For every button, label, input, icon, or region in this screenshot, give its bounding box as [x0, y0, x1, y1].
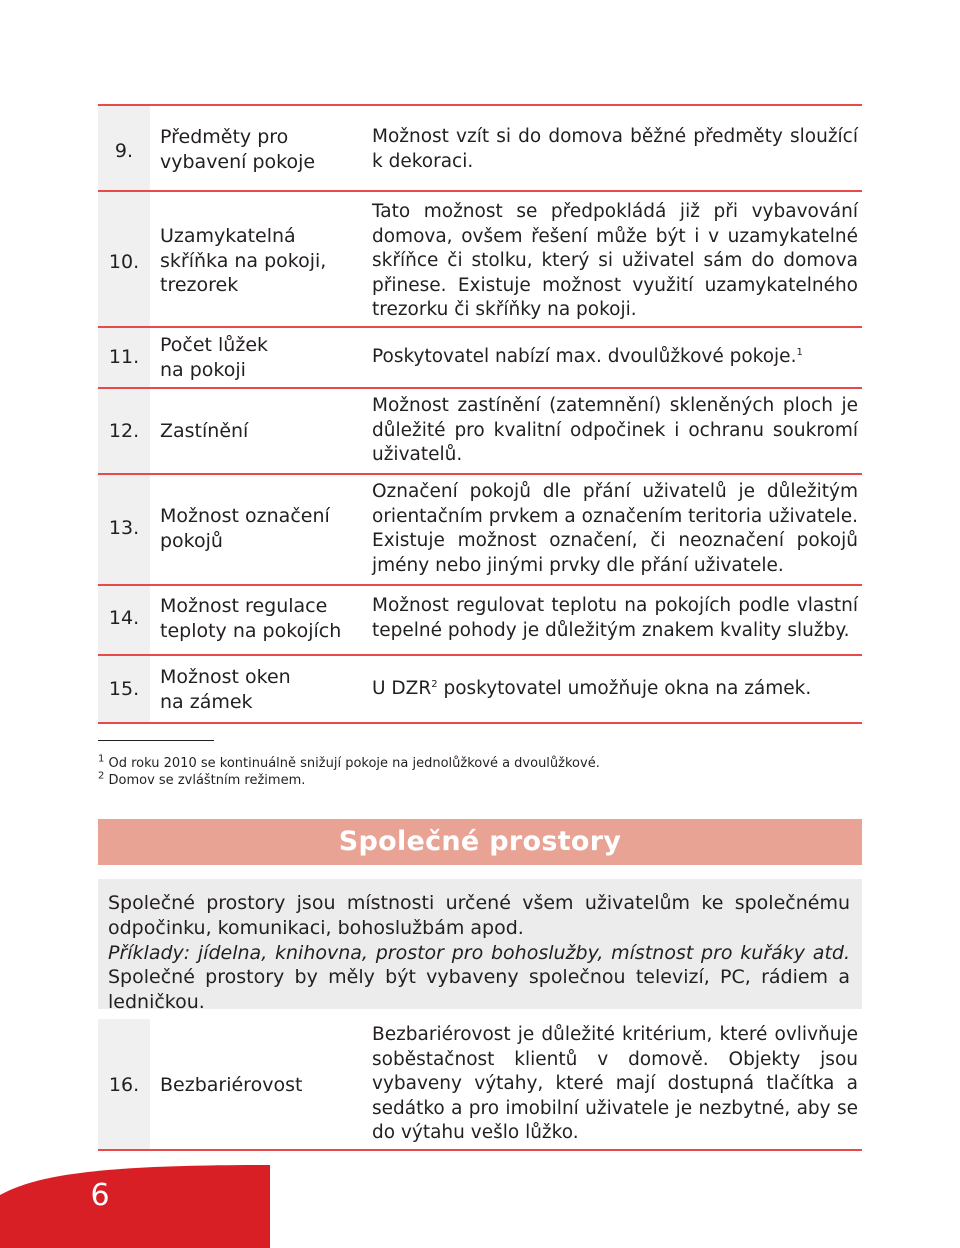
row-description-text: U DZR [372, 678, 432, 699]
row-name: Počet lůžek na pokoji [160, 334, 269, 381]
row-description: Možnost zastínění (zatemnění) skleněných ploch je důležité pro kvalitní odpočinek i ochranu soukromí uživatelů. [372, 395, 858, 466]
section-info-text [108, 891, 850, 1015]
row-number: 12. [108, 420, 140, 442]
row-description: Tato možnost se předpokládá již při vybavování domova, ovšem řešení může být i v uzamykatelné skříňce či stolku, který si uživatel sám do domova přinese. Existuje možnost využití uzamykatelného trezorku či skříňky na pokoji. [372, 201, 858, 321]
table-rule [98, 654, 862, 656]
row-number: 11. [108, 346, 140, 368]
table-rule [98, 722, 862, 724]
section-examples: Příklady: jídelna, knihovna, prostor pro bohoslužby, místnost pro kuřáky atd. [108, 941, 850, 964]
row-name: Možnost označení pokojů [160, 505, 330, 552]
row-description [372, 677, 858, 702]
row-description [372, 345, 858, 370]
table-rule [98, 104, 862, 106]
row-name: Zastínění [160, 420, 249, 442]
section-intro: Společné prostory jsou místnosti určené všem uživatelům ke společnému odpočinku, komunikaci, bohoslužbám apod. [108, 892, 850, 939]
table-rule [98, 1149, 862, 1151]
footnote-text: Domov se zvláštním režimem. [104, 773, 306, 788]
row-number: 9. [114, 140, 134, 162]
section-examples-rest: Společné prostory by měly být vybaveny společnou televizí, PC, rádiem a ledničkou. [108, 966, 850, 1014]
row-number: 14. [108, 607, 140, 629]
section-banner [98, 819, 862, 865]
table-rule [98, 473, 862, 475]
footnote-text: Od roku 2010 se kontinuálně snižují pokoje na jednolůžkové a dvoulůžkové. [104, 756, 600, 771]
section-title: Společné prostory [338, 826, 622, 857]
row-description: Bezbariérovost je důležité kritérium, které ovlivňuje soběstačnost klientů v domově. Objekty jsou vybaveny výtahy, které mají dostupná tlačítka a sedátko a pro imobilní uživatele je nezbytné, aby se do výtahu vešlo lůžko. [372, 1024, 858, 1144]
number-column-bg [98, 104, 150, 723]
section-info-box [98, 879, 862, 1014]
row-description: Označení pokojů dle přání uživatelů je důležitým orientačním prvkem a označením teritoria uživatele. Existuje možnost označení, či neoznačení pokojů jmény nebo jinými prvky dle přání uživatele. [372, 481, 858, 576]
footnote-separator [98, 740, 214, 741]
footnote-ref: 2 [431, 678, 438, 690]
row-name: Uzamykatelná skříňka na pokoji, trezorek [160, 225, 327, 296]
row-number: 16. [108, 1074, 140, 1096]
row-description-text: Poskytovatel nabízí max. dvoulůžkové pokoje. [372, 346, 797, 367]
row-description: Možnost regulovat teplotu na pokojích podle vlastní tepelné pohody je důležitým znakem kvality služby. [372, 595, 858, 641]
row-name: Možnost oken na zámek [160, 666, 291, 713]
row-description-text: poskytovatel umožňuje okna na zámek. [437, 678, 812, 699]
row-name: Možnost regulace teploty na pokojích [160, 595, 342, 642]
footnote-mark: 2 [98, 770, 105, 782]
page-number: 6 [90, 1178, 110, 1213]
footnote [98, 770, 306, 789]
row-name: Předměty pro vybavení pokoje [160, 126, 316, 173]
row-description: Možnost vzít si do domova běžné předměty sloužící k dekoraci. [372, 126, 858, 172]
table-rule [98, 584, 862, 586]
table-rule [98, 387, 862, 389]
footnote-ref: 1 [796, 346, 803, 358]
footnote-mark: 1 [98, 753, 105, 765]
footnote [98, 753, 600, 772]
row-number: 15. [108, 678, 140, 700]
row-number: 13. [108, 517, 140, 539]
row-number: 10. [108, 251, 140, 273]
table-rule [98, 326, 862, 328]
row-name: Bezbariérovost [160, 1074, 303, 1096]
table-rule [98, 190, 862, 192]
